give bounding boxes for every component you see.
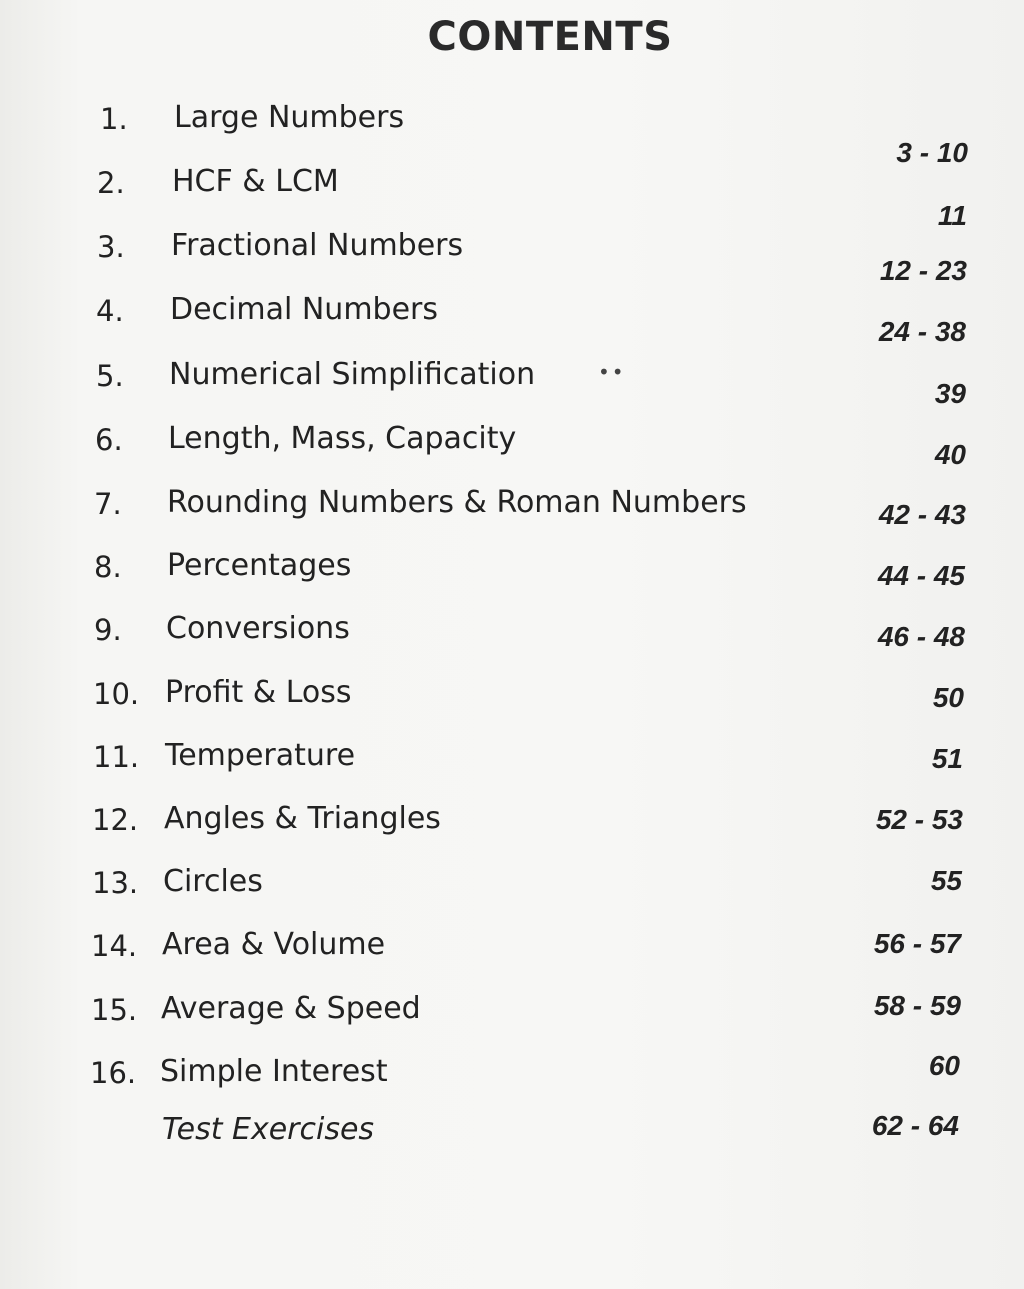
entry-pages: 12 - 23 <box>879 255 967 286</box>
entry-pages: 56 - 57 <box>873 928 961 959</box>
entry-pages: 60 <box>928 1050 960 1081</box>
entry-title: Temperature <box>165 738 356 773</box>
entry-number: 10. <box>93 677 140 711</box>
entry-number: 7. <box>94 487 122 521</box>
entry-pages: 55 <box>930 865 962 896</box>
entry-pages: 24 - 38 <box>878 316 966 347</box>
entry-number: 9. <box>94 613 122 647</box>
entry-title: Decimal Numbers <box>170 292 439 327</box>
entry-title: Area & Volume <box>162 927 386 962</box>
entry-pages: 62 - 64 <box>871 1110 959 1141</box>
entry-pages: 51 <box>931 743 963 774</box>
entry-number: 4. <box>96 294 124 328</box>
entry-pages: 40 <box>934 439 966 470</box>
entry-number: 13. <box>92 866 139 900</box>
entry-pages: 3 - 10 <box>896 137 968 168</box>
entry-pages: 52 - 53 <box>875 804 963 835</box>
stray-marks: •• <box>598 360 626 384</box>
entry-number: 6. <box>95 423 123 457</box>
entry-number: 8. <box>94 550 122 584</box>
entry-pages: 46 - 48 <box>877 621 965 652</box>
entry-title: Simple Interest <box>160 1054 388 1089</box>
entry-number: 16. <box>90 1056 137 1090</box>
entry-pages: 44 - 45 <box>877 560 965 591</box>
entry-title: Fractional Numbers <box>171 228 464 263</box>
entry-title: Numerical Simplification <box>169 357 536 392</box>
entry-number: 12. <box>92 803 139 837</box>
entry-number: 1. <box>100 102 128 136</box>
entry-number: 11. <box>93 740 140 774</box>
entry-pages: 58 - 59 <box>873 990 961 1021</box>
entry-number: 5. <box>96 359 124 393</box>
entry-title: HCF & LCM <box>172 164 339 199</box>
entry-title: Length, Mass, Capacity <box>168 421 517 456</box>
page-title: CONTENTS <box>427 14 673 60</box>
entry-number: 2. <box>97 166 125 200</box>
entry-pages: 39 <box>934 378 966 409</box>
entry-title: Percentages <box>167 548 352 583</box>
entry-title: Profit & Loss <box>165 675 352 710</box>
entry-number: 15. <box>91 993 138 1027</box>
entry-title: Test Exercises <box>162 1112 375 1147</box>
entry-title: Conversions <box>166 611 350 646</box>
entry-pages: 11 <box>937 200 967 231</box>
entry-title: Angles & Triangles <box>164 801 441 836</box>
entry-title: Average & Speed <box>161 991 421 1026</box>
entry-pages: 42 - 43 <box>878 499 966 530</box>
entry-title: Circles <box>163 864 263 899</box>
entry-number: 3. <box>97 230 125 264</box>
entry-pages: 50 <box>932 682 964 713</box>
entry-title: Rounding Numbers & Roman Numbers <box>167 485 747 520</box>
entry-title: Large Numbers <box>174 100 405 135</box>
entry-number: 14. <box>91 929 138 963</box>
